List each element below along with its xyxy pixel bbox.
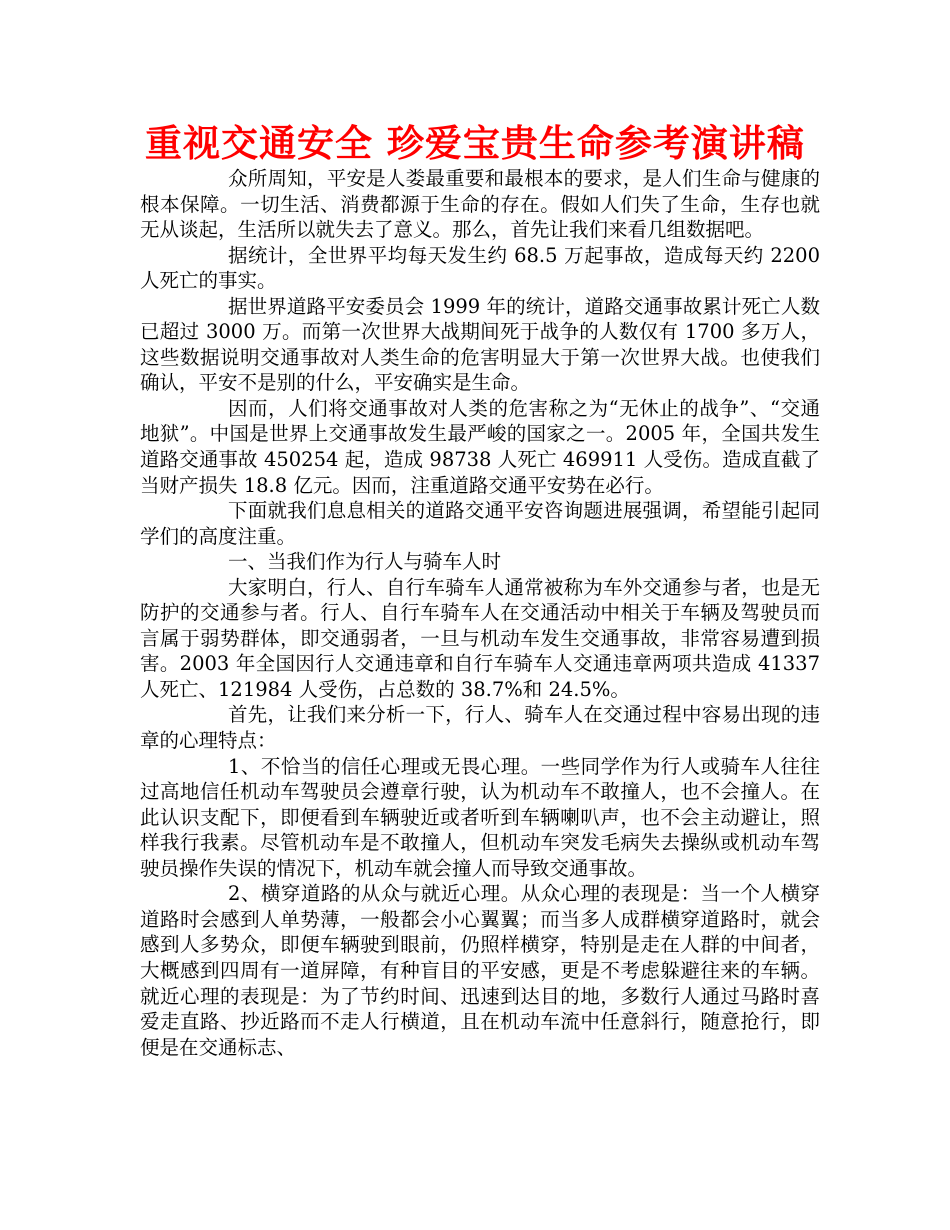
paragraph: 大家明白，行人、自行车骑车人通常被称为车外交通参与者，也是无防护的交通参与者。行人、自行车骑车人在交通活动中相关于车辆及驾驶员而言属于弱势群体，即交通弱者，一旦与机动车发生交通事故，非常容易遭到损害。2003 年全国因行人交通违章和自行车骑车人交通违章两项共造成 41337 人死亡、121984 人受伤，占总数的 38.7%和 24.5%。 [140,575,820,701]
paragraph: 众所周知，平安是人娄最重要和最根本的要求，是人们生命与健康的根本保障。一切生活、消费都源于生命的存在。假如人们失了生命，生存也就无从谈起，生活所以就失去了意义。那么，首先让我们来看几组数据吧。 [140,167,820,242]
paragraph: 据统计，全世界平均每天发生约 68.5 万起事故，造成每天约 2200 人死亡的事实。 [140,243,820,293]
paragraph: 因而，人们将交通事故对人类的危害称之为“无休止的战争”、“交通地狱”。中国是世界上交通事故发生最严峻的国家之一。2005 年，全国共发生道路交通事故 450254 起，造成 98738 人死亡 469911 人受伤。造成直截了当财产损失 18.8 亿元。因而，注重道路交通平安势在必行。 [140,396,820,497]
paragraph: 下面就我们息息相关的道路交通平安咨询题进展强调，希望能引起同学们的高度注重。 [140,499,820,548]
document-body [140,166,820,1060]
paragraph: 据世界道路平安委员会 1999 年的统计，道路交通事故累计死亡人数已超过 3000 万。而第一次世界大战期间死于战争的人数仅有 1700 多万人，这些数据说明交通事故对人类生命的危害明显大于第一次世界大战。也使我们确认，平安不是别的什么，平安确实是生命。 [140,294,820,395]
document-title: 重视交通安全 珍爱宝贵生命参考演讲稿 [145,122,805,165]
section-heading: 一、当我们作为行人与骑车人时 [228,550,502,574]
paragraph: 2、横穿道路的从众与就近心理。从众心理的表现是：当一个人横穿道路时会感到人单势薄，一般都会小心翼翼；而当多人成群横穿道路时，就会感到人多势众，即便车辆驶到眼前，仍照样横穿，特别是走在人群的中间者，大概感到四周有一道屏障，有种盲目的平安感，更是不考虑躲避往来的车辆。就近心理的表现是：为了节约时间、迅速到达目的地，多数行人通过马路时喜爱走直路、抄近路而不走人行横道，且在机动车流中任意斜行，随意抢行，即便是在交通标志、 [140,882,820,1059]
paragraph: 1、不恰当的信任心理或无畏心理。一些同学作为行人或骑车人往往过高地信任机动车驾驶员会遵章行驶，认为机动车不敢撞人，也不会撞人。在此认识支配下，即便看到车辆驶近或者听到车辆喇叭声，也不会主动避让，照样我行我素。尽管机动车是不敢撞人，但机动车突发毛病失去操纵或机动车驾驶员操作失误的情况下，机动车就会撞人而导致交通事故。 [140,754,820,880]
paragraph: 首先，让我们来分析一下，行人、骑车人在交通过程中容易出现的违章的心理特点： [140,703,820,753]
